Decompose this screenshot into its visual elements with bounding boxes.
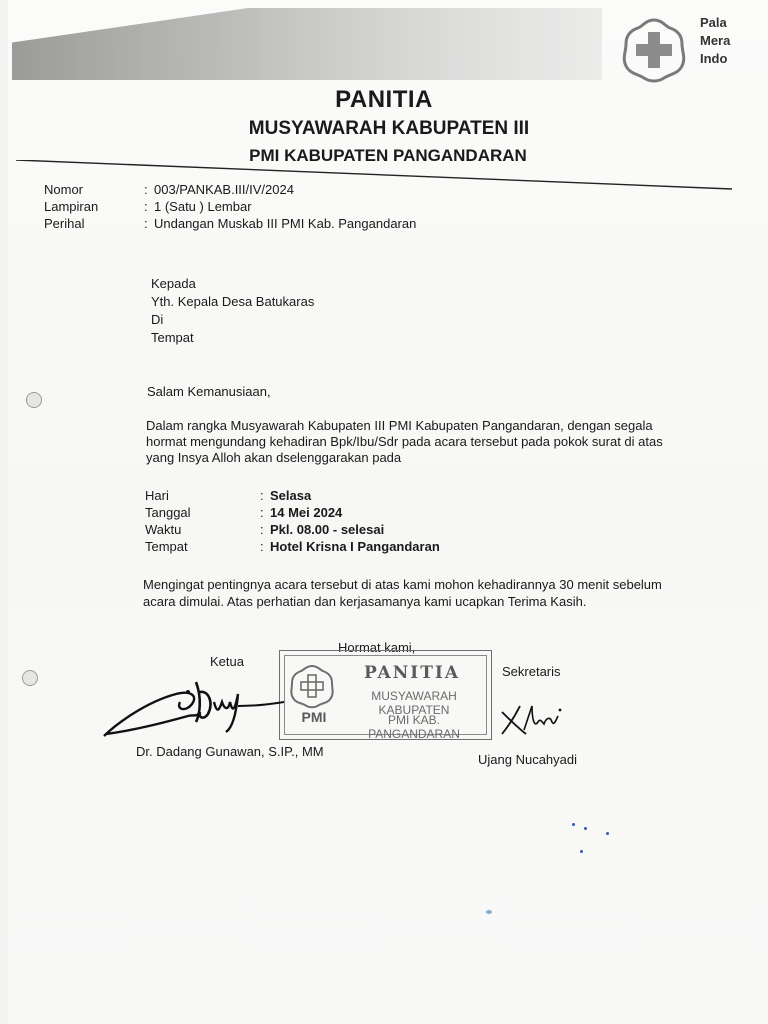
- meta-label: Perihal: [44, 216, 85, 231]
- letter-meta: [44, 181, 416, 232]
- pmi-logo-icon: [618, 14, 690, 86]
- signatory-role-right: Sekretaris: [502, 664, 561, 679]
- event-detail-row: [145, 487, 440, 504]
- ink-speck: [580, 850, 583, 853]
- secretary-name: Ujang Nucahyadi: [478, 752, 578, 767]
- meta-row: [44, 215, 416, 232]
- event-detail-label: Tempat: [145, 539, 188, 554]
- stamp-title: PANITIA: [363, 663, 461, 683]
- event-detail-colon: :: [260, 488, 264, 503]
- event-detail-label: Hari: [145, 488, 169, 503]
- stamp-pmi-logo-icon: [288, 663, 336, 709]
- event-detail-row: [145, 538, 440, 555]
- ink-speck: [572, 823, 575, 826]
- meta-label: Lampiran: [44, 199, 99, 214]
- chairman-name: Dr. Dadang Gunawan, S.IP., MM: [136, 744, 324, 759]
- org-name: [700, 14, 730, 68]
- event-detail-row: [145, 521, 440, 538]
- stamp-line-1: MUSYAWARAH KABUPATEN: [371, 689, 457, 717]
- title-pmi-kabupaten: PMI KABUPATEN PANGANDARAN: [249, 146, 527, 165]
- meta-row: [44, 181, 416, 198]
- meta-colon: :: [144, 182, 148, 197]
- body-paragraph-1: Dalam rangka Musyawarah Kabupaten III PMI Kabupaten Pangandaran, dengan segala hormat mengundang kehadiran Bpk/Ibu/Sdr pada acara tersebut pada pokok surat di atas yang Insya Alloh akan dselenggarakan pada: [146, 418, 663, 465]
- meta-colon: :: [144, 199, 148, 214]
- event-detail-value: Pkl. 08.00 - selesai: [270, 522, 385, 537]
- body-paragraph-2: Mengingat pentingnya acara tersebut di atas kami mohon kehadirannya 30 menit sebelum acara dimulai. Atas perhatian dan kerjasamanya kami ucapkan Terima Kasih.: [143, 577, 662, 609]
- event-detail-colon: :: [260, 522, 264, 537]
- title-panitia: PANITIA: [335, 86, 433, 113]
- event-detail-value: Selasa: [270, 488, 312, 503]
- signatory-role-left: Ketua: [210, 654, 244, 669]
- meta-colon: :: [144, 216, 148, 231]
- event-detail-row: [145, 504, 440, 521]
- addressee-line: Di: [151, 312, 164, 327]
- event-detail-label: Tanggal: [145, 505, 191, 520]
- org-name-line: Indo: [700, 51, 728, 66]
- addressee-block: [151, 275, 314, 347]
- ink-speck: [606, 832, 609, 835]
- closing-salutation: Hormat kami,: [338, 640, 416, 655]
- meta-value: 003/PANKAB.III/IV/2024: [154, 182, 294, 197]
- punch-hole: [22, 670, 38, 686]
- committee-stamp: [279, 650, 492, 740]
- addressee-line: Yth. Kepala Desa Batukaras: [151, 294, 315, 309]
- event-detail-colon: :: [260, 539, 264, 554]
- greeting: Salam Kemanusiaan,: [147, 384, 271, 399]
- org-name-line: Mera: [700, 33, 731, 48]
- org-name-line: Pala: [700, 15, 727, 30]
- ink-speck: [584, 827, 587, 830]
- addressee-line: Kepada: [151, 276, 196, 291]
- stamp-pmi-label: PMI: [301, 709, 327, 725]
- meta-value: Undangan Muskab III PMI Kab. Pangandaran: [154, 216, 417, 231]
- header-band-highlight: [12, 8, 602, 80]
- meta-row: [44, 198, 416, 215]
- meta-value: 1 (Satu ) Lembar: [154, 199, 252, 214]
- chairman-signature: [96, 672, 286, 744]
- ink-speck: [486, 910, 492, 914]
- secretary-signature: [496, 700, 566, 740]
- event-detail-colon: :: [260, 505, 264, 520]
- event-details: [145, 487, 440, 555]
- title-musyawarah: MUSYAWARAH KABUPATEN III: [248, 118, 530, 139]
- meta-label: Nomor: [44, 182, 84, 197]
- stamp-line-2: PMI KAB. PANGANDARAN: [368, 713, 460, 741]
- addressee-line: Tempat: [151, 330, 194, 345]
- punch-hole: [26, 392, 42, 408]
- event-detail-value: 14 Mei 2024: [270, 505, 343, 520]
- event-detail-label: Waktu: [145, 522, 182, 537]
- event-detail-value: Hotel Krisna I Pangandaran: [270, 539, 440, 554]
